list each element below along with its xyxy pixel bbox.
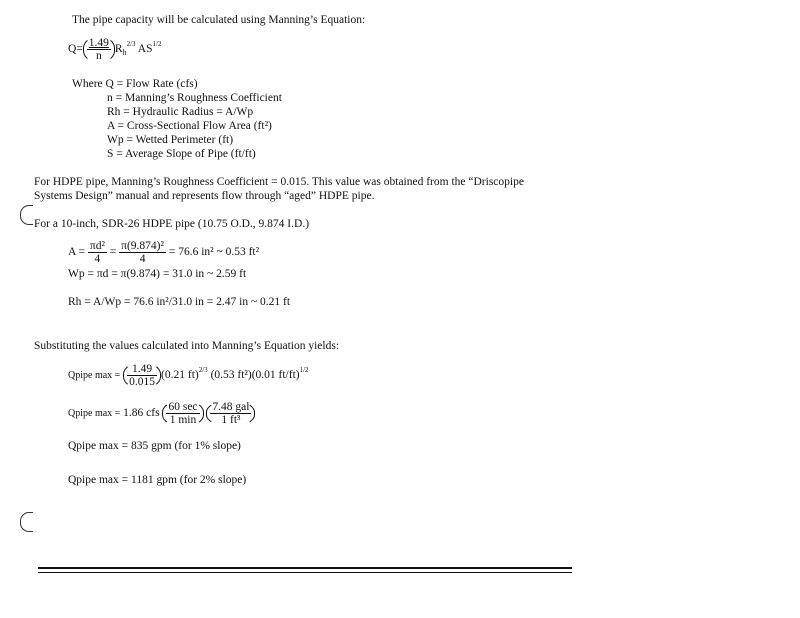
q2-f2-num: 7.48 gal xyxy=(212,401,250,413)
eq-r-sub: h xyxy=(122,48,127,58)
q2-frac1 xyxy=(166,401,199,426)
eq-q: Q= xyxy=(68,43,83,56)
eq-r: R xyxy=(114,43,123,56)
eq-exp-12: 1/2 xyxy=(152,40,162,49)
q2-paren1 xyxy=(162,400,203,427)
q1-equation xyxy=(68,362,309,389)
substituting-text: Substituting the values calculated into Manning’s Equation yields: xyxy=(34,340,340,352)
calc-a-eq: = xyxy=(109,246,117,259)
q1-exp2: 1/2 xyxy=(299,366,309,375)
q1-num: 1.49 xyxy=(127,363,157,376)
calc-a-f2-num: π(9.874)² xyxy=(121,240,164,252)
q1-rest: (0.21 ft) xyxy=(161,369,199,382)
q1-frac xyxy=(127,363,157,388)
calc-a-lhs: A = xyxy=(68,246,86,259)
calc-a-f1-den: 4 xyxy=(94,253,101,265)
q3-result: Qpipe max = 835 gpm (for 1% slope) xyxy=(68,440,241,452)
q2-equation xyxy=(68,400,255,427)
q2-paren2 xyxy=(206,400,255,427)
q2-f2-den: 1 ft³ xyxy=(221,414,241,426)
eq-paren xyxy=(83,36,115,63)
hdpe-para-line-1: Systems Design” manual and represents flow through “aged” HDPE pipe. xyxy=(34,190,375,202)
eq-fraction xyxy=(87,37,111,62)
calc-a-f2-den: 4 xyxy=(139,253,146,265)
eq-num: 1.49 xyxy=(88,37,109,49)
q2-f1-num: 60 sec xyxy=(168,401,198,413)
q1-lhs: Qpipe max = xyxy=(68,370,121,382)
q1-exp: 2/3 xyxy=(198,366,208,375)
q4-result: Qpipe max = 1181 gpm (for 2% slope) xyxy=(68,474,247,486)
pipe-line: For a 10-inch, SDR-26 HDPE pipe (10.75 O.D., 9.874 I.D.) xyxy=(34,218,310,230)
binder-hole-mark-2 xyxy=(20,512,33,532)
hdpe-para-line-0: For HDPE pipe, Manning’s Roughness Coefficient = 0.015. This value was obtained from the “Driscopipe xyxy=(34,176,524,188)
where-line-2: Rh = Hydraulic Radius = A/Wp xyxy=(107,106,254,118)
q2-frac2 xyxy=(210,401,251,426)
calc-area xyxy=(68,240,259,265)
eq-as: AS xyxy=(137,43,153,56)
eq-exp-23: 2/3 xyxy=(126,40,136,49)
binder-hole-mark xyxy=(20,205,33,225)
footer-rule-thin xyxy=(38,572,572,573)
manning-equation xyxy=(68,36,161,63)
where-line-4: Wp = Wetted Perimeter (ft) xyxy=(107,134,234,146)
calc-a-frac1 xyxy=(88,240,107,265)
q1-paren xyxy=(123,362,161,389)
q2-f1-den: 1 min xyxy=(169,414,197,426)
calc-a-frac2 xyxy=(119,240,166,265)
eq-den: n xyxy=(95,50,102,62)
calc-a-rhs: = 76.6 in² ~ 0.53 ft² xyxy=(168,246,260,259)
q2-lhs: Qpipe max = xyxy=(68,408,121,420)
calc-wp: Wp = πd = π(9.874) = 31.0 in ~ 2.59 ft xyxy=(68,268,247,280)
where-line-5: S = Average Slope of Pipe (ft/ft) xyxy=(107,148,256,160)
where-line-1: n = Manning’s Roughness Coefficient xyxy=(107,92,282,104)
q1-den: 0.015 xyxy=(129,376,156,388)
calc-a-f1-num: πd² xyxy=(89,240,105,252)
q2-val: 1.86 cfs xyxy=(123,407,160,420)
calc-rh: Rh = A/Wp = 76.6 in²/31.0 in = 2.47 in ~ 0.21 ft xyxy=(68,296,291,308)
where-line-3: A = Cross-Sectional Flow Area (ft²) xyxy=(107,120,272,132)
q1-rest2: (0.53 ft²)(0.01 ft/ft) xyxy=(207,369,300,382)
footer-rule-thick xyxy=(38,567,572,569)
intro-text: The pipe capacity will be calculated using Manning’s Equation: xyxy=(72,14,366,26)
where-line-0: Where Q = Flow Rate (cfs) xyxy=(72,78,198,90)
